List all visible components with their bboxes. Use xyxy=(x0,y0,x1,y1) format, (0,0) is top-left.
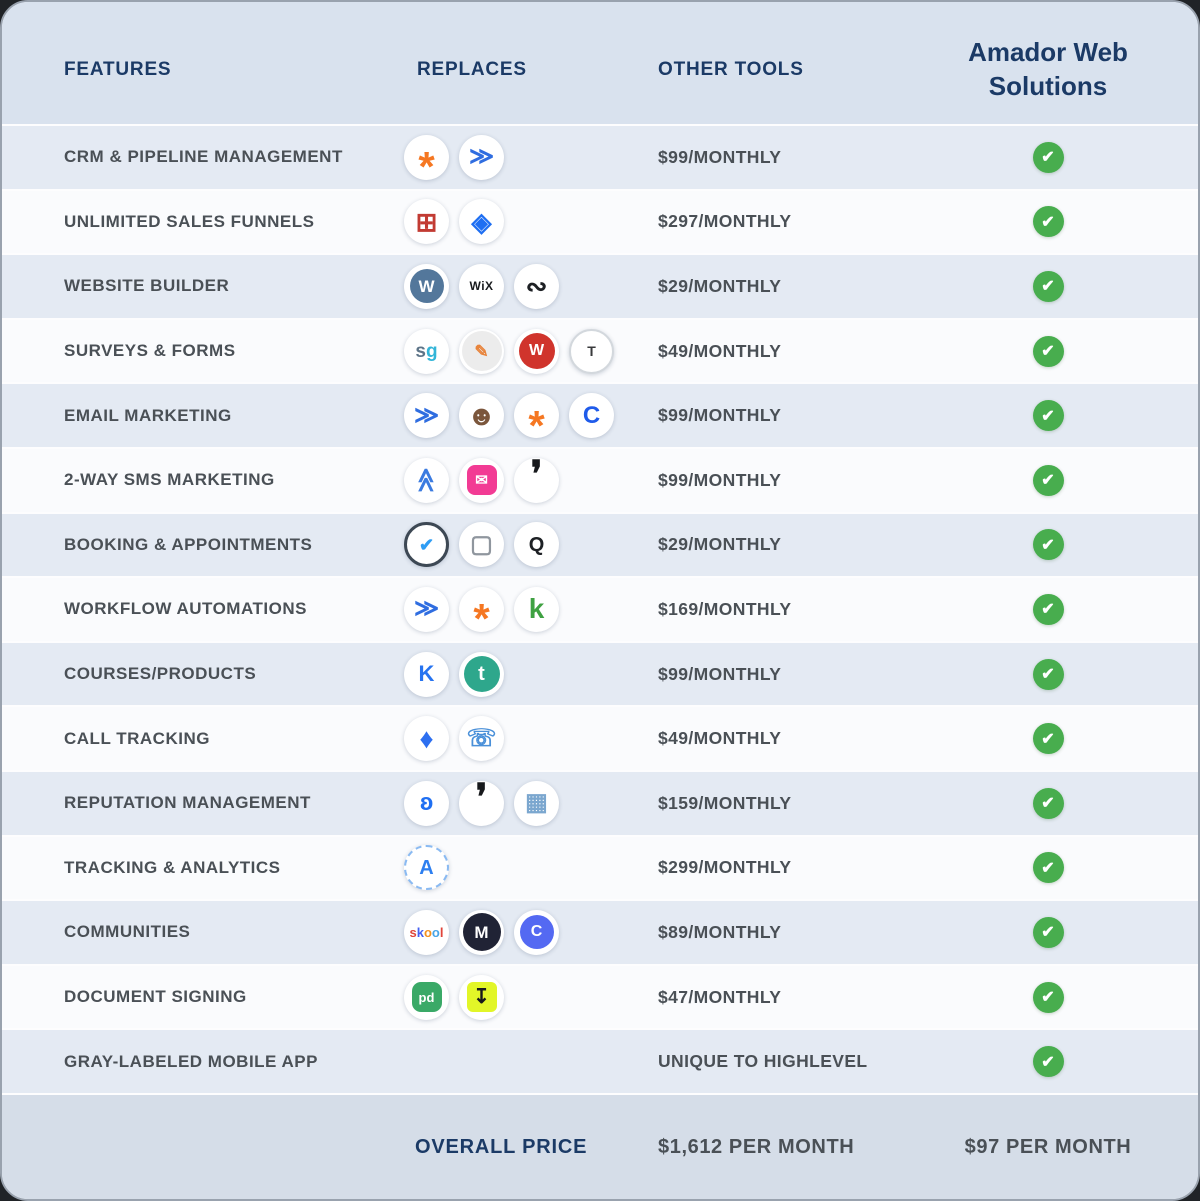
surveygizmo-icon xyxy=(404,329,449,374)
podium-icon-glyph: ❜ xyxy=(475,780,488,818)
activecampaign-icon-glyph: ≫ xyxy=(413,595,440,623)
table-row xyxy=(2,318,1198,383)
wix-icon-glyph: WiX xyxy=(469,279,494,294)
feature-label: COMMUNITIES xyxy=(64,922,191,942)
replaces-icons xyxy=(402,393,650,438)
agencyanalytics-icon xyxy=(404,845,449,890)
table-row xyxy=(2,189,1198,254)
brand-cell xyxy=(898,917,1198,948)
calendar-icon-glyph: ▢ xyxy=(470,530,493,558)
activecampaign-icon-glyph: ≫ xyxy=(413,401,440,429)
brand-cell xyxy=(898,336,1198,367)
activecampaign-icon-glyph: ≫ xyxy=(468,143,495,171)
other-tools-price: $49/MONTHLY xyxy=(658,728,782,749)
sign-arrow-icon xyxy=(459,975,504,1020)
wordpress-icon-glyph: W xyxy=(418,276,435,296)
clickfunnels-icon xyxy=(404,199,449,244)
other-tools-price: $299/MONTHLY xyxy=(658,857,792,878)
skool-icon-glyph: skool xyxy=(409,924,444,940)
wordpress-icon xyxy=(404,264,449,309)
circle-community-icon xyxy=(514,910,559,955)
other-tools-price: UNIQUE TO HIGHLEVEL xyxy=(658,1051,868,1072)
table-row xyxy=(2,770,1198,835)
check-icon: ✔ xyxy=(1033,917,1064,948)
replaces-icons xyxy=(402,199,650,244)
keap-icon-glyph: k xyxy=(528,593,545,625)
check-icon: ✔ xyxy=(1033,982,1064,1013)
replaces-icons xyxy=(402,975,650,1020)
brand-cell xyxy=(898,271,1198,302)
pandadoc-icon xyxy=(404,975,449,1020)
table-row xyxy=(2,705,1198,770)
mailchimp-icon-glyph: ☻ xyxy=(466,399,497,431)
feature-label: DOCUMENT SIGNING xyxy=(64,987,247,1007)
feature-label: EMAIL MARKETING xyxy=(64,405,232,425)
feature-label: UNLIMITED SALES FUNNELS xyxy=(64,211,315,231)
feature-label: WORKFLOW AUTOMATIONS xyxy=(64,599,307,619)
paperform-icon xyxy=(459,329,504,374)
other-tools-price: $99/MONTHLY xyxy=(658,146,782,167)
check-icon: ✔ xyxy=(1033,723,1064,754)
wufoo-icon xyxy=(514,329,559,374)
table-header xyxy=(2,2,1198,124)
brand-name-line1: Amador Web xyxy=(968,37,1128,68)
table-row xyxy=(2,899,1198,964)
feature-label: COURSES/PRODUCTS xyxy=(64,664,257,684)
teachable-icon-glyph: t xyxy=(478,663,485,686)
reputation-puzzle-icon-glyph: ▦ xyxy=(525,789,548,817)
brand-cell xyxy=(898,400,1198,431)
leadpages-icon-glyph: ◈ xyxy=(471,206,492,237)
replaces-icons xyxy=(402,522,650,567)
other-tools-price: $159/MONTHLY xyxy=(658,792,792,813)
comparison-rows xyxy=(2,124,1198,1093)
check-icon: ✔ xyxy=(1033,400,1064,431)
agencyanalytics-icon-glyph: A xyxy=(419,856,434,879)
feature-label: 2-WAY SMS MARKETING xyxy=(64,470,275,490)
replaces-icons xyxy=(402,264,650,309)
leadpages-icon xyxy=(459,199,504,244)
podium-icon xyxy=(459,781,504,826)
brand-cell xyxy=(898,788,1198,819)
check-icon: ✔ xyxy=(1033,465,1064,496)
check-icon: ✔ xyxy=(1033,336,1064,367)
header-features: FEATURES xyxy=(64,59,172,80)
kajabi-icon xyxy=(404,652,449,697)
typeform-icon-glyph: T xyxy=(587,343,596,360)
check-icon: ✔ xyxy=(1033,271,1064,302)
other-tools-price: $47/MONTHLY xyxy=(658,986,782,1007)
check-icon: ✔ xyxy=(1033,529,1064,560)
header-replaces: REPLACES xyxy=(417,59,527,80)
header-brand xyxy=(898,36,1198,104)
hubspot-icon-glyph: * xyxy=(418,143,435,180)
brand-cell xyxy=(898,852,1198,883)
calltracking-phone-icon-glyph: ☏ xyxy=(466,724,497,752)
clock-check-icon xyxy=(404,522,449,567)
replaces-icons xyxy=(402,135,650,180)
keap-icon xyxy=(514,587,559,632)
replaces-icons xyxy=(402,716,650,761)
squarespace-icon-glyph: ∾ xyxy=(525,271,548,302)
sign-arrow-icon-glyph: ↧ xyxy=(473,986,490,1009)
activecampaign-icon xyxy=(404,587,449,632)
overall-price-label: OVERALL PRICE xyxy=(415,1135,588,1158)
typeform-icon xyxy=(569,329,614,374)
wix-icon xyxy=(459,264,504,309)
brand-total: $97 PER MONTH xyxy=(964,1135,1132,1158)
paperform-icon-glyph: ✎ xyxy=(474,341,489,361)
table-row xyxy=(2,124,1198,189)
other-tools-price: $169/MONTHLY xyxy=(658,598,792,619)
callrail-pin-icon xyxy=(404,716,449,761)
teachable-icon xyxy=(459,652,504,697)
constantcontact-icon-glyph: C xyxy=(582,401,601,429)
check-icon: ✔ xyxy=(1033,788,1064,819)
sms-chevrons-icon-glyph: ≫ xyxy=(412,467,440,493)
brand-cell xyxy=(898,206,1198,237)
table-row xyxy=(2,512,1198,577)
podium-icon xyxy=(514,458,559,503)
brand-cell xyxy=(898,982,1198,1013)
constantcontact-icon xyxy=(569,393,614,438)
acuity-scheduling-icon xyxy=(514,522,559,567)
replaces-icons xyxy=(402,781,650,826)
skool-icon xyxy=(404,910,449,955)
mailchimp-icon xyxy=(459,393,504,438)
pandadoc-icon-glyph: pd xyxy=(418,989,435,1005)
feature-label: GRAY-LABELED MOBILE APP xyxy=(64,1051,318,1071)
wufoo-icon-glyph: W xyxy=(528,342,545,360)
hubspot-icon-glyph: * xyxy=(528,401,545,439)
brand-name-line2: Solutions xyxy=(988,71,1108,101)
other-tools-price: $99/MONTHLY xyxy=(658,469,782,490)
other-tools-price: $29/MONTHLY xyxy=(658,534,782,555)
table-row xyxy=(2,964,1198,1029)
replaces-icons xyxy=(402,845,650,890)
brand-cell xyxy=(898,1046,1198,1077)
feature-label: REPUTATION MANAGEMENT xyxy=(64,793,311,813)
feature-label: CRM & PIPELINE MANAGEMENT xyxy=(64,147,343,167)
hubspot-icon xyxy=(459,587,504,632)
header-other-tools: OTHER TOOLS xyxy=(658,59,804,80)
brand-cell xyxy=(898,529,1198,560)
textedly-icon xyxy=(459,458,504,503)
feature-label: CALL TRACKING xyxy=(64,728,210,748)
replaces-icons xyxy=(402,652,650,697)
brand-cell xyxy=(898,723,1198,754)
brand-cell xyxy=(898,465,1198,496)
textedly-icon-glyph: ✉ xyxy=(475,471,488,489)
acuity-scheduling-icon-glyph: Q xyxy=(528,533,545,556)
calendar-icon xyxy=(459,522,504,567)
hubspot-icon xyxy=(514,393,559,438)
feature-label: WEBSITE BUILDER xyxy=(64,276,230,296)
other-tools-price: $89/MONTHLY xyxy=(658,921,782,942)
table-row xyxy=(2,253,1198,318)
clickfunnels-icon-glyph: ⊞ xyxy=(415,206,438,237)
check-icon: ✔ xyxy=(1033,1046,1064,1077)
clock-check-icon-glyph: ✔ xyxy=(418,534,435,555)
activecampaign-icon xyxy=(459,135,504,180)
feature-label: TRACKING & ANALYTICS xyxy=(64,857,281,877)
table-row xyxy=(2,835,1198,900)
sms-chevrons-icon xyxy=(404,458,449,503)
table-row xyxy=(2,1028,1198,1093)
other-tools-price: $297/MONTHLY xyxy=(658,211,792,232)
table-row xyxy=(2,641,1198,706)
replaces-icons xyxy=(402,458,650,503)
feature-label: SURVEYS & FORMS xyxy=(64,341,236,361)
other-tools-total: $1,612 PER MONTH xyxy=(658,1135,855,1158)
table-row xyxy=(2,382,1198,447)
surveygizmo-icon-glyph: sg xyxy=(415,340,438,362)
table-row xyxy=(2,447,1198,512)
reputation-puzzle-icon xyxy=(514,781,559,826)
squarespace-icon xyxy=(514,264,559,309)
replaces-icons xyxy=(402,910,650,955)
hubspot-icon-glyph: * xyxy=(473,595,490,632)
check-icon: ✔ xyxy=(1033,594,1064,625)
check-icon: ✔ xyxy=(1033,852,1064,883)
birdeye-icon-glyph: ʚ xyxy=(419,789,434,817)
birdeye-icon xyxy=(404,781,449,826)
activecampaign-icon xyxy=(404,393,449,438)
mightynetworks-icon xyxy=(459,910,504,955)
table-row xyxy=(2,576,1198,641)
replaces-icons xyxy=(402,329,650,374)
check-icon: ✔ xyxy=(1033,206,1064,237)
brand-cell xyxy=(898,142,1198,173)
table-footer xyxy=(2,1093,1198,1199)
hubspot-icon xyxy=(404,135,449,180)
kajabi-icon-glyph: K xyxy=(418,661,435,687)
other-tools-price: $99/MONTHLY xyxy=(658,663,782,684)
callrail-pin-icon-glyph: ♦ xyxy=(419,722,434,754)
circle-community-icon-glyph: C xyxy=(530,923,543,941)
other-tools-price: $99/MONTHLY xyxy=(658,405,782,426)
other-tools-price: $29/MONTHLY xyxy=(658,275,782,296)
other-tools-price: $49/MONTHLY xyxy=(658,340,782,361)
mightynetworks-icon-glyph: M xyxy=(474,922,489,942)
feature-label: BOOKING & APPOINTMENTS xyxy=(64,534,313,554)
brand-cell xyxy=(898,659,1198,690)
check-icon: ✔ xyxy=(1033,142,1064,173)
replaces-icons xyxy=(402,587,650,632)
check-icon: ✔ xyxy=(1033,659,1064,690)
calltracking-phone-icon xyxy=(459,716,504,761)
brand-cell xyxy=(898,594,1198,625)
podium-icon-glyph: ❜ xyxy=(530,457,543,495)
